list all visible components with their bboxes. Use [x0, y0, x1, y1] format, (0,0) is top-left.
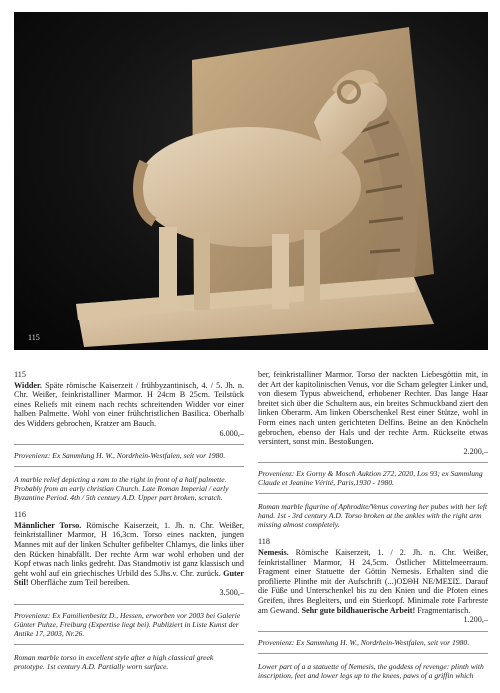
lot-provenance: Provenienz: Ex Sammlung H. W., Nordrhein-Westfalen, seit vor 1980.: [14, 451, 226, 461]
lot-bold-tail: Sehr gute bildhauerische Arbeit!: [301, 605, 416, 615]
lot-text: ber, feinkristalliner Marmor. Torso der nackten Liebesgöttin mit, in der Art der kapitolinischen Venus, vor die Scham gelegter Linker und, von diesem Typus abweichend, erhobener Rechter. Das lange Haar breitet sich über die Schultern aus, ein breites Schmuckband ziert den linken Oberarm. Am linken Oberschenkel Rest einer Stütze, wohl in Form eines nach unten gerichteten Delfins. Beine an den Knöcheln gebrochen, ebenso der Hals und der rechte Arm. Rückseite etwas versintert, sonst min. Bestoßungen.: [258, 370, 488, 447]
ram-relief-image: [14, 12, 488, 350]
lot-title: Widder.: [14, 380, 42, 390]
lot-title: Männlicher Torso.: [14, 520, 82, 530]
right-column: [258, 370, 488, 680]
left-column: [14, 370, 244, 671]
lot-118: [258, 537, 488, 679]
lot-bold-tail: Guter Stil!: [14, 568, 244, 588]
lot-text: Römische Kaiserzeit, 1. Jh. n. Chr. Weißer, feinkristalliner Marmor, H 16,3cm. Torso eines nackten, jungen Mannes mit auf der linken Schulter gefibelter Chlamys, die links über den Rücken hinabfällt. Der rechte Arm war wohl erhoben und der Kopf etwas nach links gedreht. Das Standmotiv ist ganz klassisch und geht wohl auf ein griechisches Urbild des 5.Jhs.v. Chr. zurück.: [14, 520, 244, 578]
divider: [258, 631, 488, 632]
lot-english: Roman marble figurine of Aphrodite/Venus covering her pubes with her left hand. 1st - 3rd century A.D. Torso broken at the ankles with the right arm missing almost completely.: [258, 502, 488, 530]
lot-english: Lower part of a a statuette of Nemesis, the goddess of revenge: plinth with inscription, feet and lower legs up to the knees, paws of a griffin which: [258, 661, 484, 680]
lot-text: Römische Kaiserzeit, 1. / 2. Jh. n. Chr. Weißer, feinkristalliner Marmor, H 24,5cm. Östlicher Mittelmeerraum. Fragment einer Statuette der Göttin Nemesis. Erhalten sind die profilierte Plinthe mit der Aufschrift (...)ΟΣΘΗ ΝΕ/ΜΕΣΙΣ. Darauf die Füße und Unterschenkel bis zu den Knien und die Pfoten eines Greifen, ihres Begleiters, und ein Stierkopf. Minimale rote Farbreste am Gewand.: [258, 547, 488, 615]
divider: [14, 604, 244, 605]
lot-price: 3.500,–: [219, 587, 244, 597]
divider: [14, 644, 244, 645]
lot-text-tail: Fragmentarisch.: [417, 605, 471, 615]
divider: [14, 444, 244, 445]
lot-title: Nemesis.: [258, 547, 289, 557]
lot-text-tail: Oberfläche zum Teil bereiben.: [30, 578, 130, 588]
lot-price: 6.000,–: [219, 428, 244, 438]
divider: [258, 462, 488, 463]
divider: [258, 653, 488, 654]
lot-english: Roman marble torso in excellent style after a high classical greek prototype. 1st century A.D. Partially worn surface.: [14, 652, 214, 671]
lot-english: A marble relief depicting a ram to the right in front of a half palmette. Probably from an early christian Church. Late Roman Imperial / early Byzantine Period. 4th / 5th century A.D. Upper part broken, scratch.: [14, 475, 229, 503]
divider: [14, 466, 244, 467]
lot-price: 1.200,–: [463, 615, 488, 625]
lot-description: [258, 548, 488, 615]
ram-relief-photo: [14, 12, 488, 350]
lot-number: 118: [258, 537, 270, 547]
lot-description: [258, 370, 488, 447]
lot-text: Späte römische Kaiserzeit / frühbyzantinisch, 4. / 5. Jh. n. Chr. Weißer, feinkristalliner Marmor. H 24cm B 25cm. Teilstück eines Reliefs mit einem nach rechts schreitenden Widder vor einer halben Palmette. Wohl von einer frühchristlichen Basilica. Oberhalb des Widders gebrochen, Kratzer am Bauch.: [14, 380, 244, 428]
lot-provenance: Provenienz: Ex Sammlung H. W., Nordrhein-Westfalen, seit vor 1980.: [258, 637, 470, 647]
divider: [258, 493, 488, 494]
lot-115: [14, 370, 244, 502]
lot-description: [14, 381, 244, 429]
lot-price: 2.200,–: [463, 446, 488, 456]
lot-provenance: Provenienz: Ex Gorny & Mosch Auktion 272, 2020, Los 93; ex Sammlung Claude et Jeanine Vérité, Paris,1930 - 1980.: [258, 469, 483, 488]
lot-description: [14, 521, 244, 588]
photo-lot-label: 115: [28, 333, 40, 342]
lot-116: [14, 510, 244, 670]
lot-provenance: Provenienz: Ex Familienbesitz D., Hessen, erworben vor 2003 bei Galerie Günter Puhze, Freiburg (Expertise liegt bei). Publiziert in Liste Kunst der Antike 17, 2003, Nr.26.: [14, 610, 241, 638]
lot-number: 115: [14, 370, 26, 379]
lot-number: 116: [14, 510, 26, 520]
lot-117: [258, 370, 488, 529]
